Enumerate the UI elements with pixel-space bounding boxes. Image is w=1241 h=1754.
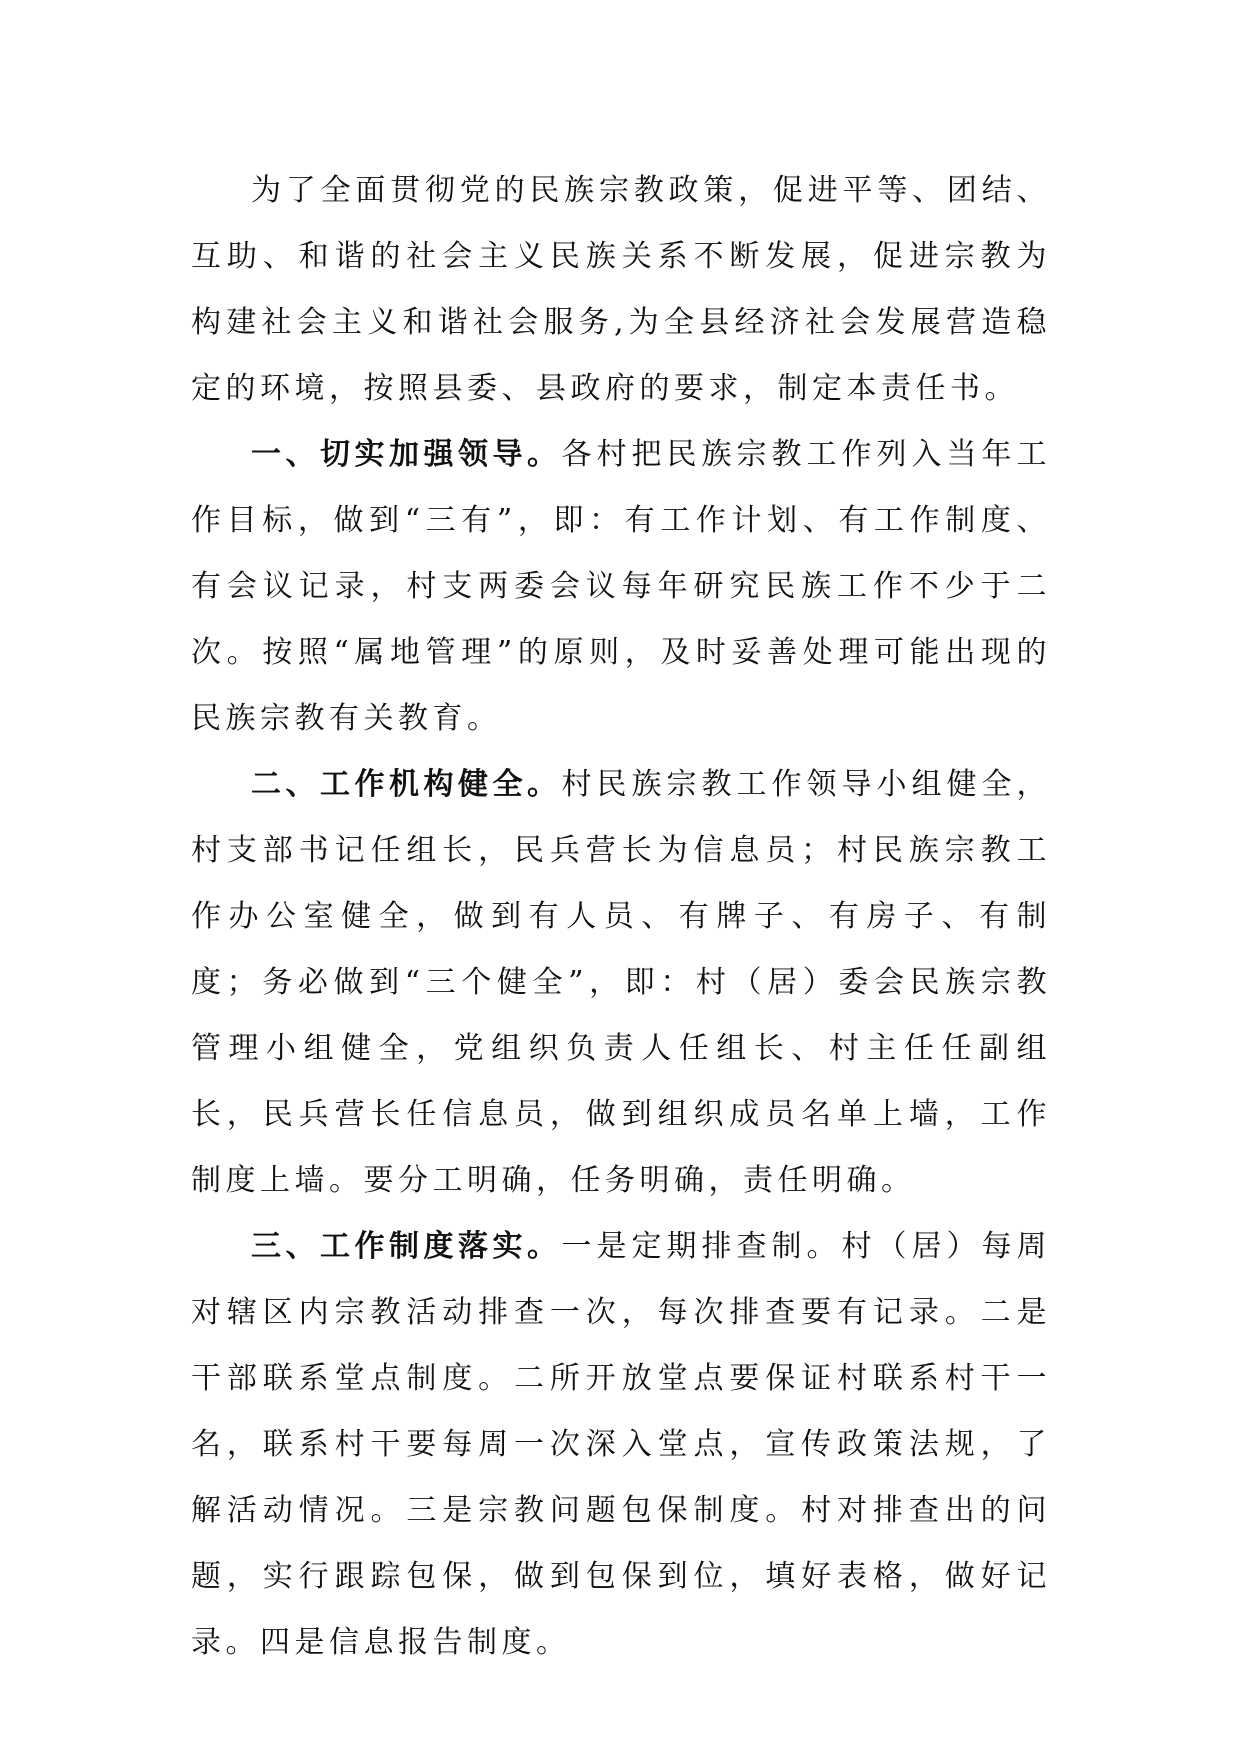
section-leadership	[191, 422, 1051, 752]
section-body: 一是定期排查制。村（居）每周对辖区内宗教活动排查一次，每次排查要有记录。二是干部联系堂点制度。二所开放堂点要保证村联系村干一名，联系村干要每周一次深入堂点，宣传政策法规，了解活动情况。三是宗教问题包保制度。村对排查出的问题，实行跟踪包保，做到包保到位，填好表格，做好记录。四是信息报告制度。	[191, 1229, 1051, 1660]
section-system	[191, 1214, 1051, 1676]
document-page	[191, 158, 1051, 1676]
section-heading: 二、工作机构健全。	[251, 767, 562, 802]
section-heading: 三、工作制度落实。	[251, 1229, 562, 1264]
section-body: 村民族宗教工作领导小组健全，村支部书记任组长，民兵营长为信息员；村民族宗教工作办公室健全，做到有人员、有牌子、有房子、有制度；务必做到“三个健全”，即：村（居）委会民族宗教管理小组健全，党组织负责人任组长、村主任任副组长，民兵营长任信息员，做到组织成员名单上墙，工作制度上墙。要分工明确，任务明确，责任明确。	[191, 767, 1051, 1198]
section-heading: 一、切实加强领导。	[251, 437, 562, 472]
section-organization	[191, 752, 1051, 1214]
intro-paragraph	[191, 158, 1051, 422]
section-body: 各村把民族宗教工作列入当年工作目标，做到“三有”，即：有工作计划、有工作制度、有会议记录，村支两委会议每年研究民族工作不少于二次。按照“属地管理”的原则，及时妥善处理可能出现的民族宗教有关教育。	[191, 437, 1051, 736]
intro-text: 为了全面贯彻党的民族宗教政策，促进平等、团结、互助、和谐的社会主义民族关系不断发展，促进宗教为构建社会主义和谐社会服务,为全县经济社会发展营造稳定的环境，按照县委、县政府的要求，制定本责任书。	[191, 173, 1051, 406]
